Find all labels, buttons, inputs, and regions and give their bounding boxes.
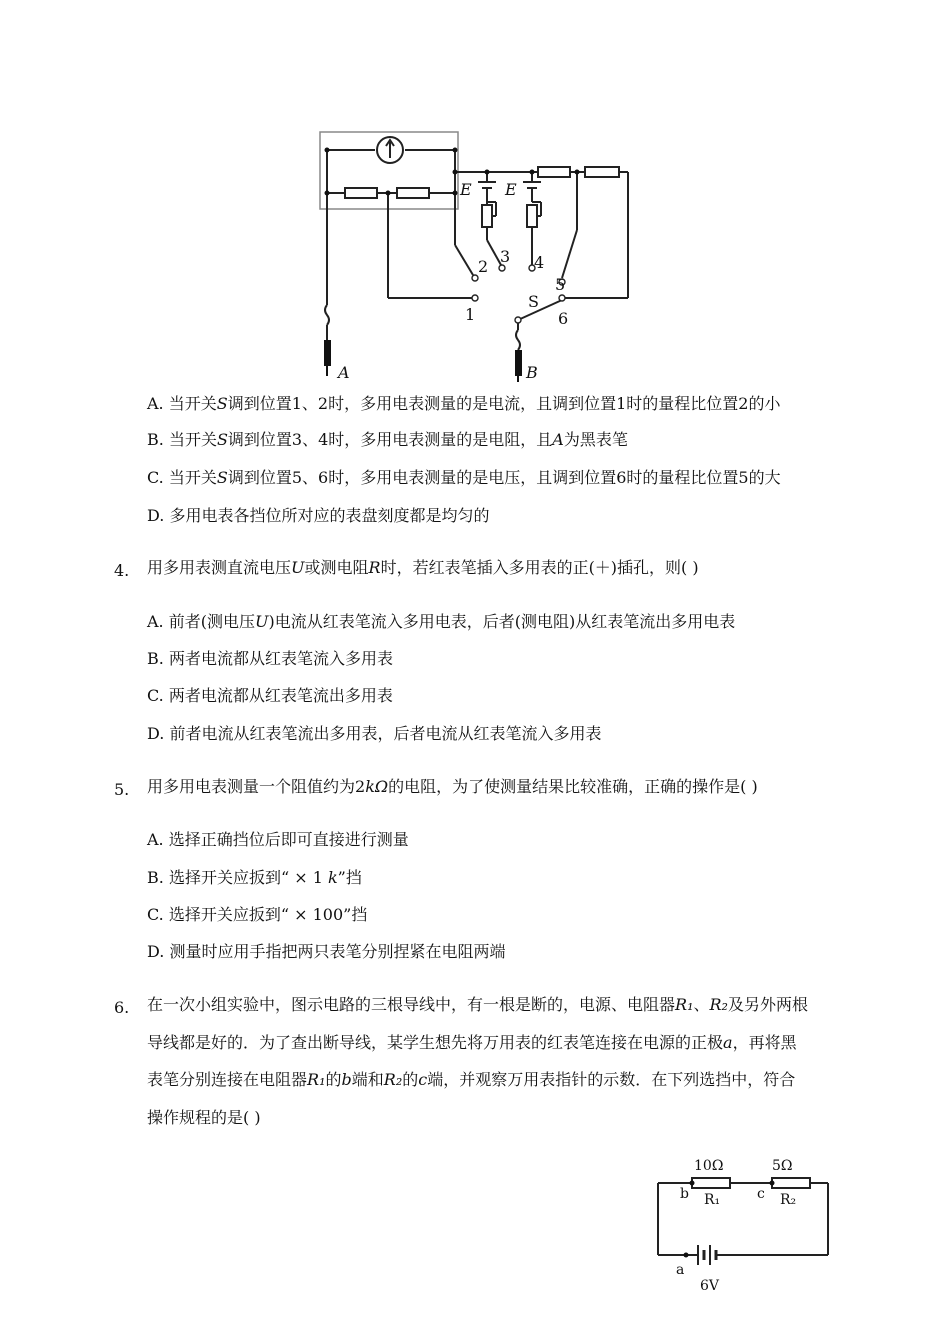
q4-option-a: A. 前者(测电压U)电流从红表笔流入多用电表，后者(测电阻)从红表笔流出多用电表 bbox=[147, 612, 736, 631]
emf-label-2: E bbox=[505, 180, 517, 199]
emf-label-1: E bbox=[460, 180, 472, 199]
q5-option-b: B. 选择开关应扳到“ × 1 k”挡 bbox=[147, 868, 362, 887]
q4-option-d: D. 前者电流从红表笔流出多用表，后者电流从红表笔流入多用表 bbox=[147, 724, 602, 743]
r2-label: R₂ bbox=[780, 1192, 797, 1208]
position-6-label: 6 bbox=[558, 309, 569, 328]
q5-option-d: D. 测量时应用手指把两只表笔分别捏紧在电阻两端 bbox=[147, 942, 506, 961]
q4-number: 4. bbox=[114, 561, 130, 580]
emf-value-label: 6V bbox=[700, 1278, 720, 1294]
q5-option-c: C. 选择开关应扳到“ × 100”挡 bbox=[147, 905, 368, 924]
q3-option-a: A. 当开关S调到位置1、2时，多用电表测量的是电流，且调到位置1时的量程比位置2的小 bbox=[147, 394, 781, 413]
q6-line-4: 操作规程的是( ) bbox=[147, 1108, 261, 1127]
point-c-label: c bbox=[757, 1186, 765, 1202]
r1-label: R₁ bbox=[704, 1192, 721, 1208]
q4-option-c: C. 两者电流都从红表笔流出多用表 bbox=[147, 686, 393, 705]
q6-line-2: 导线都是好的．为了查出断导线，某学生想先将万用表的红表笔连接在电源的正极a，再将黑 bbox=[147, 1033, 797, 1052]
q4-option-b: B. 两者电流都从红表笔流入多用表 bbox=[147, 649, 393, 668]
position-3-label: 3 bbox=[500, 247, 511, 266]
q4-stem: 用多用表测直流电压U或测电阻R时，若红表笔插入多用表的正(＋)插孔，则( ) bbox=[147, 558, 699, 577]
probe-b-label: B bbox=[526, 363, 538, 382]
q5-option-a: A. 选择正确挡位后即可直接进行测量 bbox=[147, 830, 409, 849]
q6-line-3: 表笔分别连接在电阻器R₁的b端和R₂的c端，并观察万用表指针的示数．在下列选挡中，符合 bbox=[147, 1070, 796, 1089]
position-1-label: 1 bbox=[465, 305, 476, 324]
position-2-label: 2 bbox=[478, 257, 489, 276]
multimeter-circuit-diagram bbox=[300, 120, 650, 385]
q5-stem: 用多用电表测量一个阻值约为2kΩ的电阻，为了使测量结果比较准确，正确的操作是( ) bbox=[147, 777, 758, 796]
q6-line-1: 在一次小组实验中，图示电路的三根导线中，有一根是断的，电源、电阻器R₁、R₂及另外两根 bbox=[147, 995, 808, 1014]
q3-option-c: C. 当开关S调到位置5、6时，多用电表测量的是电压，且调到位置6时的量程比位置5的大 bbox=[147, 468, 781, 487]
q3-option-b: B. 当开关S调到位置3、4时，多用电表测量的是电阻，且A为黑表笔 bbox=[147, 430, 628, 449]
q5-number: 5. bbox=[114, 780, 130, 799]
point-a-label: a bbox=[676, 1262, 685, 1278]
series-circuit-diagram bbox=[640, 1150, 840, 1295]
q6-number: 6. bbox=[114, 998, 130, 1017]
probe-a-label: A bbox=[338, 363, 350, 382]
position-4-label: 4 bbox=[534, 253, 545, 272]
r1-value-label: 10Ω bbox=[694, 1158, 724, 1174]
switch-s-label: S bbox=[528, 292, 539, 311]
r2-value-label: 5Ω bbox=[772, 1158, 793, 1174]
position-5-label: 5 bbox=[555, 275, 566, 294]
point-b-label: b bbox=[680, 1186, 689, 1202]
q3-option-d: D. 多用电表各挡位所对应的表盘刻度都是均匀的 bbox=[147, 506, 490, 525]
